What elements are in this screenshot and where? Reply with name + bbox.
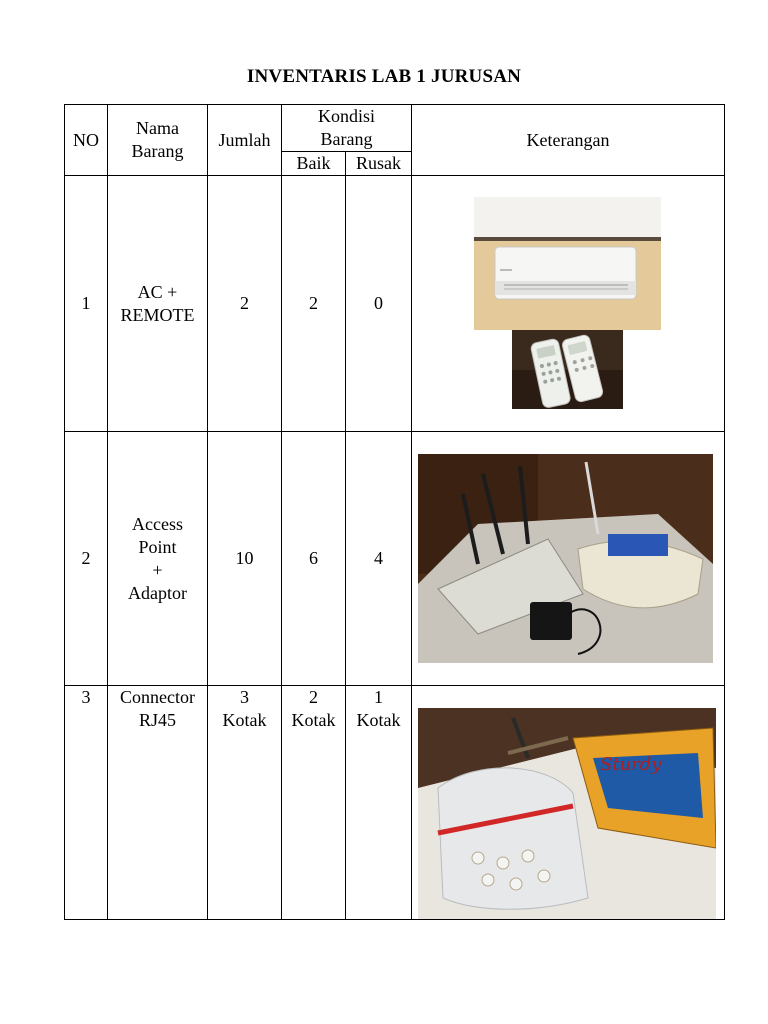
baik-unit: Kotak [291,710,336,730]
rusak-value: 1 [374,687,383,707]
baik-value: 2 [309,293,318,313]
cell-no: 2 [65,432,108,686]
nama-line: Adaptor [128,582,187,603]
cell-no: 3 [65,686,108,920]
cell-nama-barang [108,686,208,920]
header-nama-barang [108,105,208,176]
jumlah-value: 2 [240,293,249,313]
table-row [65,686,725,920]
rusak-unit: Kotak [356,710,401,730]
header-keterangan: Keterangan [412,105,725,176]
header-nama-line: Barang [131,141,184,161]
ac-unit-photo [474,197,661,330]
cell-rusak [346,176,412,432]
baik-value: 6 [309,548,318,568]
inventory-table [64,104,725,920]
cell-baik [282,176,346,432]
cell-keterangan [412,176,725,432]
header-kondisi-line: Kondisi [318,106,376,126]
nama-line: RJ45 [138,710,176,730]
baik-value: 2 [309,687,318,707]
rusak-value: 0 [374,293,383,313]
cell-no: 1 [65,176,108,432]
cell-keterangan [412,432,725,686]
nama-line: Point [138,536,177,557]
jumlah-value: 10 [235,548,254,568]
nama-line: REMOTE [120,304,195,325]
header-nama-line: Nama [136,118,179,138]
header-rusak: Rusak [346,152,412,176]
remote-photo [512,330,623,409]
cell-baik [282,686,346,920]
cell-keterangan [412,686,725,920]
access-point-photo [418,454,713,663]
nama-line: Access [132,513,183,534]
cell-baik [282,432,346,686]
header-kondisi-barang [282,105,412,152]
cell-rusak [346,432,412,686]
header-jumlah: Jumlah [208,105,282,176]
table-row [65,176,725,432]
header-baik: Baik [282,152,346,176]
cell-nama-barang [108,432,208,686]
cell-jumlah [208,176,282,432]
document-title: INVENTARIS LAB 1 JURUSAN [246,66,522,87]
nama-line: Connector [120,687,195,707]
box-brand-text: Sturdy [600,754,662,775]
cell-nama-barang [108,176,208,432]
nama-line: AC + [137,281,178,302]
table-row [65,432,725,686]
cell-rusak [346,686,412,920]
cell-jumlah [208,432,282,686]
rusak-value: 4 [374,548,383,568]
header-no: NO [65,105,108,176]
connector-rj45-photo [418,708,716,920]
header-kondisi-line: Barang [320,129,373,149]
cell-jumlah [208,686,282,920]
jumlah-value: 3 [240,687,249,707]
jumlah-unit: Kotak [222,710,267,730]
nama-line: + [152,559,163,580]
